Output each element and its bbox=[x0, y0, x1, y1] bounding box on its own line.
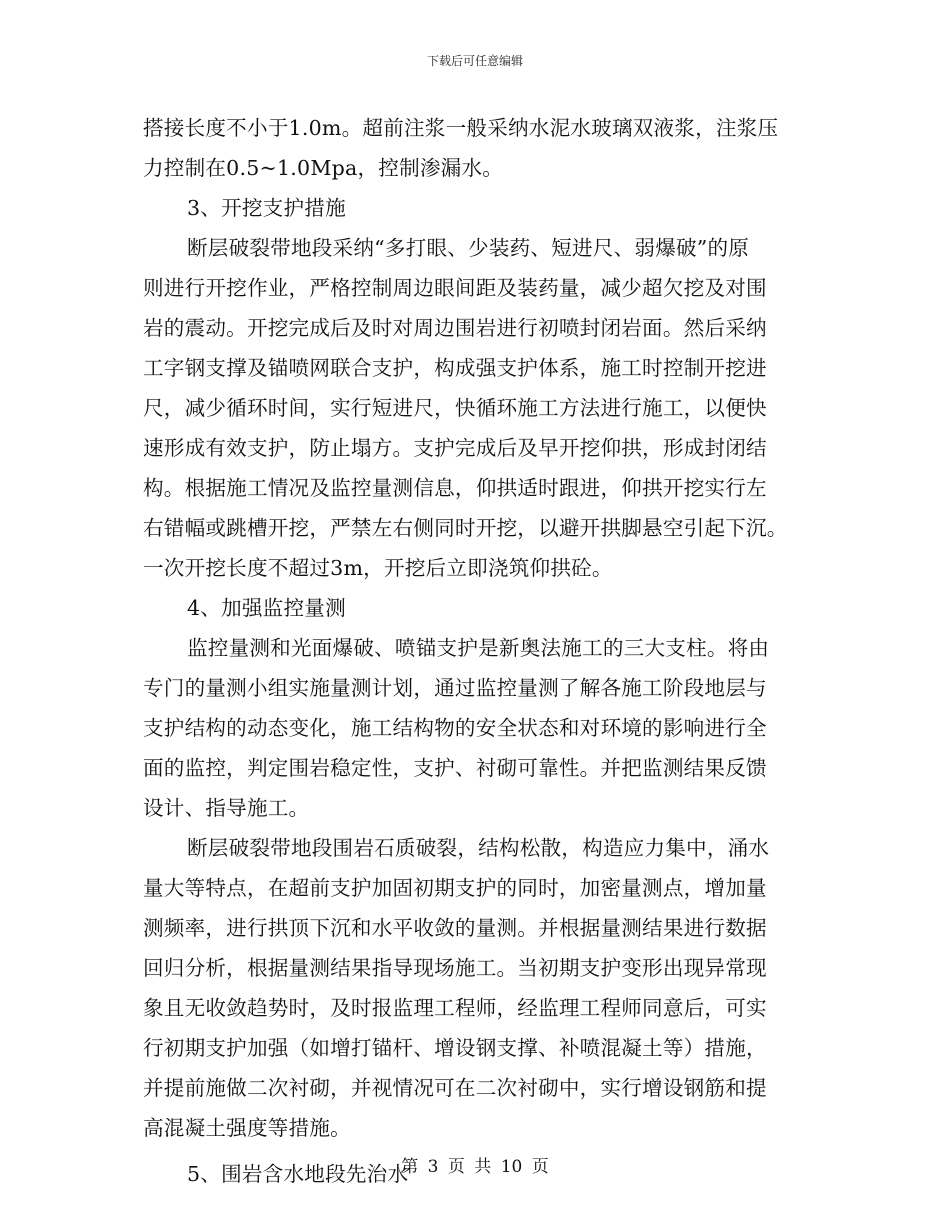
paragraph-line: 行初期支护加强（如增打锚杆、增设钢支撑、补喷混凝土等）措施， bbox=[143, 1036, 767, 1060]
paragraph-line: 构。根据施工情况及监控量测信息，仰拱适时跟进，仰拱开挖实行左 bbox=[143, 476, 767, 500]
paragraph-line: 象且无收敛趋势时，及时报监理工程师，经监理工程师同意后，可实 bbox=[143, 996, 767, 1020]
paragraph-line: 搭接长度不小于1.0m。超前注浆一般采纳水泥水玻璃双液浆，注浆压 bbox=[143, 116, 779, 140]
paragraph-line: 量大等特点，在超前支护加固初期支护的同时，加密量测点，增加量 bbox=[143, 876, 767, 900]
page-header: 下载后可任意编辑 bbox=[426, 54, 523, 68]
paragraph-line: 断层破裂带地段围岩石质破裂，结构松散，构造应力集中，涌水 bbox=[187, 836, 770, 860]
paragraph-line: 专门的量测小组实施量测计划，通过监控量测了解各施工阶段地层与 bbox=[143, 676, 767, 700]
paragraph-line: 断层破裂带地段采纳“多打眼、少装药、短进尺、弱爆破”的原 bbox=[187, 236, 750, 260]
document-body bbox=[143, 108, 809, 1194]
paragraph-line: 并提前施做二次衬砌，并视情况可在二次衬砌中，实行增设钢筋和提 bbox=[143, 1076, 767, 1100]
paragraph-line: 则进行开挖作业，严格控制周边眼间距及装药量，减少超欠挖及对围 bbox=[143, 276, 767, 300]
paragraph-line: 岩的震动。开挖完成后及时对周边围岩进行初喷封闭岩面。然后采纳 bbox=[143, 316, 767, 340]
section-heading-5: 5、围岩含水地段先治水 bbox=[187, 1162, 409, 1186]
section-heading-3: 3、开挖支护措施 bbox=[187, 196, 346, 220]
paragraph-line: 支护结构的动态变化，施工结构物的安全状态和对环境的影响进行全 bbox=[143, 716, 767, 740]
page-number-footer: 第 3 页 共 10 页 bbox=[401, 1157, 549, 1177]
paragraph-line: 回归分析，根据量测结果指导现场施工。当初期支护变形出现异常现 bbox=[143, 956, 767, 980]
paragraph-line: 力控制在0.5~1.0Mpa，控制渗漏水。 bbox=[143, 156, 504, 180]
paragraph-line: 尺，减少循环时间，实行短进尺，快循环施工方法进行施工，以便快 bbox=[143, 396, 767, 420]
section-heading-4: 4、加强监控量测 bbox=[187, 596, 346, 620]
paragraph-line: 一次开挖长度不超过3m，开挖后立即浇筑仰拱砼。 bbox=[143, 556, 613, 580]
paragraph-line: 面的监控，判定围岩稳定性，支护、衬砌可靠性。并把监测结果反馈 bbox=[143, 756, 767, 780]
paragraph-line: 设计、指导施工。 bbox=[143, 796, 310, 820]
paragraph-line: 测频率，进行拱顶下沉和水平收敛的量测。并根据量测结果进行数据 bbox=[143, 916, 767, 940]
paragraph-line: 工字钢支撑及锚喷网联合支护，构成强支护体系，施工时控制开挖进 bbox=[143, 356, 767, 380]
paragraph-line: 高混凝土强度等措施。 bbox=[143, 1116, 351, 1140]
paragraph-line: 监控量测和光面爆破、喷锚支护是新奥法施工的三大支柱。将由 bbox=[187, 636, 770, 660]
paragraph-line: 右错幅或跳槽开挖，严禁左右侧同时开挖，以避开拱脚悬空引起下沉。 bbox=[143, 516, 788, 540]
paragraph-line: 速形成有效支护，防止塌方。支护完成后及早开挖仰拱，形成封闭结 bbox=[143, 436, 767, 460]
